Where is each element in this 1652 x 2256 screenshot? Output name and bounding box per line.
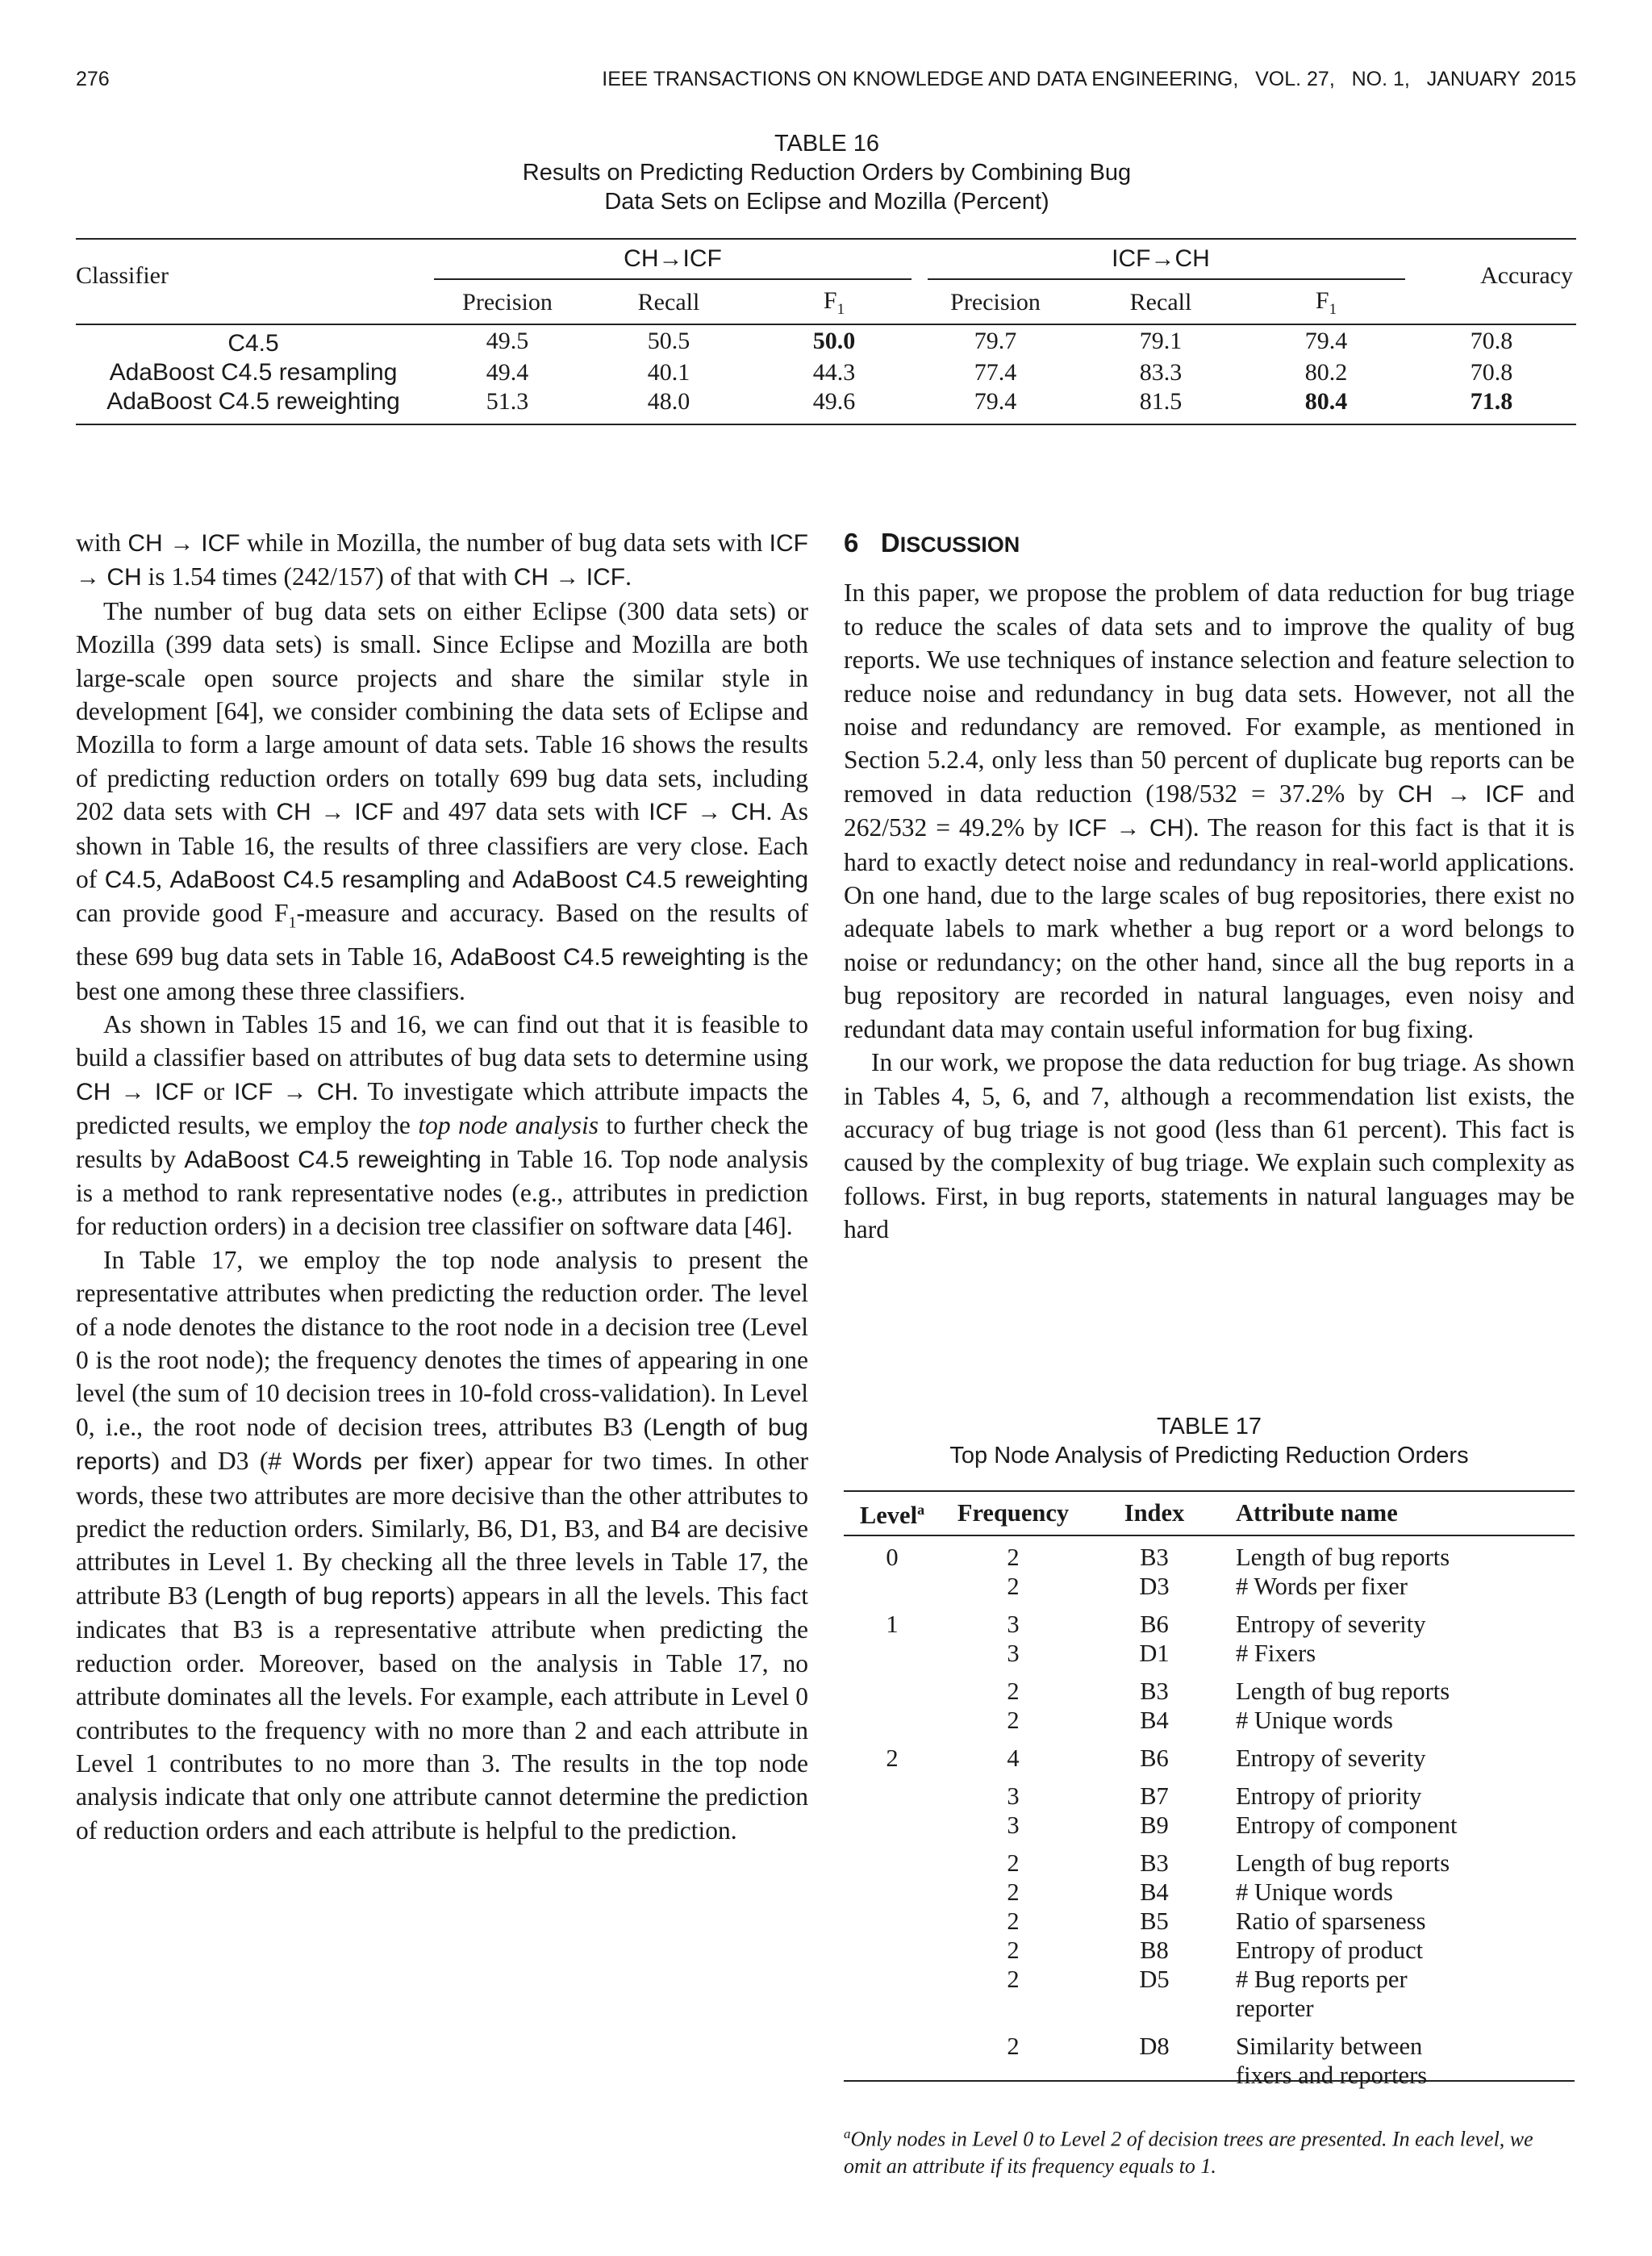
cell: B7 xyxy=(1140,1782,1169,1810)
paragraph: In this paper, we propose the problem of data reduction for bug triage to reduce the scales of data sets and to improve the quality of bug reports. We use techniques of instance selection and feature selection to reduce noise and redundancy in bug data sets. However, not all the noise and redundancy are removed. For example, as mentioned in Section 5.2.4, only less than 50 percent of duplicate bug reports can be removed in data reduction (198/532 = 37.2% by CH → ICF and 262/532 = 49.2% by ICF → CH). The reason for this fact is that it is hard to exactly detect noise and redundancy in real-world applications. On one hand, due to the large scales of bug repositories, there exist no adequate labels to mark whether a bug report or a word belongs to noise or redundancy; on the other hand, since all the bug reports in a bug repository are recorded in natural languages, even noisy and redundant data may contain useful information for bug fixing. xyxy=(844,579,1575,1043)
cell: 3 xyxy=(1007,1811,1020,1839)
running-head xyxy=(76,68,1576,100)
cell: 2 xyxy=(1007,1707,1020,1734)
cell: Entropy of priority xyxy=(1236,1782,1422,1810)
table-row xyxy=(844,1535,1575,1572)
table16-header-recall-1: Recall xyxy=(637,289,700,315)
cell: B8 xyxy=(1140,1936,1169,1964)
table16-header-f1-1: $F_1$ xyxy=(823,286,845,318)
cell: B4 xyxy=(1140,1878,1169,1906)
table-row xyxy=(844,1840,1575,1878)
cell: Entropy of component xyxy=(1236,1811,1458,1839)
cell: 49.6 xyxy=(812,388,856,415)
table-row xyxy=(844,1668,1575,1706)
cell: 44.3 xyxy=(812,359,856,386)
cell: 79.4 xyxy=(974,388,1017,415)
table16-header-recall-2: Recall xyxy=(1129,289,1192,315)
cell: 2 xyxy=(1007,1573,1020,1600)
cell: Ratio of sparseness xyxy=(1236,1907,1426,1935)
cell: 79.4 xyxy=(1304,328,1348,354)
table16-header-precision-1: Precision xyxy=(462,289,553,315)
cell: 2 xyxy=(886,1744,899,1772)
cell: 80.2 xyxy=(1304,359,1348,386)
cell: 3 xyxy=(1007,1782,1020,1810)
cell: 50.0 xyxy=(812,328,856,354)
cell: B6 xyxy=(1140,1611,1169,1638)
table16-header-group1: CH→ICF xyxy=(624,245,722,272)
cell: B5 xyxy=(1140,1907,1169,1935)
cell: 81.5 xyxy=(1139,388,1183,415)
cell xyxy=(844,1840,941,1878)
cell: 0 xyxy=(886,1544,899,1571)
cell: Entropy of product xyxy=(1236,1936,1424,1964)
cell: D1 xyxy=(1139,1640,1170,1667)
table-row xyxy=(76,324,1576,358)
cell: 2 xyxy=(1007,1907,1020,1935)
table17-header-level: Level$^a$ xyxy=(859,1502,925,1530)
cell: 80.4 xyxy=(1304,388,1348,415)
cell: 51.3 xyxy=(486,388,529,415)
classifier-name: AdaBoost C4.5 reweighting xyxy=(106,388,400,415)
cell: 49.5 xyxy=(486,328,529,354)
table17-header-index: Index xyxy=(1124,1499,1185,1527)
paragraph: In Table 17, we employ the top node analysis to present the representative attributes when predicting the reduction order. The level of a node denotes the distance to the root node in a decision tree (Level 0 is the root node); the frequency denotes the times of appearing in one level (the sum of 10 decision trees in 10-fold cross-validation). In Level 0, i.e., the root node of decision trees, attributes B3 (Length of bug reports) and D3 (# Words per fixer) appear for two times. In other words, these two attributes are more decisive than the other attributes to predict the reduction orders. Similarly, B6, D1, B3, and B4 are decisive attributes in Level 1. By checking all the three levels in Table 17, the attribute B3 (Length of bug reports) appears in all the levels. This fact indicates that B3 is a representative attribute when predicting the reduction order. Moreover, based on the analysis in Table 17, no attribute dominates all the levels. For example, each attribute in Level 0 contributes to the frequency with no more than 2 and each attribute in Level 1 contributes to no more than 3. The results in the top node analysis indicate that only one attribute cannot determine the prediction of reduction orders and each attribute is helpful to the prediction. xyxy=(76,1245,808,1844)
cell xyxy=(844,1811,941,1840)
cell: 2 xyxy=(1007,1966,1020,1993)
classifier-name: AdaBoost C4.5 resampling xyxy=(109,359,398,386)
table-row xyxy=(76,358,1576,387)
cell: B3 xyxy=(1140,1849,1169,1877)
cell: D5 xyxy=(1139,1966,1170,1993)
table16-header-accuracy: Accuracy xyxy=(1480,262,1573,289)
cell: 77.4 xyxy=(974,359,1017,386)
cell: 4 xyxy=(1007,1744,1020,1772)
cell: 2 xyxy=(1007,2032,1020,2060)
cell: 3 xyxy=(1007,1611,1020,1638)
table16-header-classifier: Classifier xyxy=(76,262,169,289)
cell: 2 xyxy=(1007,1878,1020,1906)
table16-header-f1-2: $F_1$ xyxy=(1315,286,1337,318)
cell: 49.4 xyxy=(486,359,529,386)
table16-bottom-rule xyxy=(76,424,1576,425)
cell: 71.8 xyxy=(1470,388,1513,415)
table16-caption-line2: Data Sets on Eclipse and Mozilla (Percent) xyxy=(604,189,1049,215)
cell: 2 xyxy=(1007,1544,1020,1571)
paragraph: The number of bug data sets on either Eclipse (300 data sets) or Mozilla (399 data sets) is small. Since Eclipse and Mozilla are both large-scale open source projects and share the similar style in development [64], we consider combining the data sets of Eclipse and Mozilla to form a large amount of data sets. Table 16 shows the results of predicting reduction orders on totally 699 bug data sets, including 202 data sets with CH → ICF and 497 data sets with ICF → CH. As shown in Table 16, the results of three classifiers are very close. Each of C4.5, AdaBoost C4.5 resampling and AdaBoost C4.5 reweighting can provide good $F_1$-measure and accuracy. Based on the results of these 699 bug data sets in Table 16, AdaBoost C4.5 reweighting is the best one among these three classifiers. xyxy=(76,596,809,1005)
paragraph: with CH → ICF while in Mozilla, the number of bug data sets with ICF → CH is 1.54 times (242/157) of that with CH → ICF. xyxy=(76,528,808,591)
cell: 79.7 xyxy=(974,328,1017,354)
cell: B6 xyxy=(1140,1744,1169,1772)
table-row xyxy=(844,1811,1575,1840)
cell: Similarity between fixers and reporters xyxy=(1236,2032,1428,2089)
right-column xyxy=(844,526,1575,1247)
cell: # Fixers xyxy=(1236,1640,1316,1667)
cell: 70.8 xyxy=(1470,328,1513,354)
table17-footnote: $^a$Only nodes in Level 0 to Level 2 of decision trees are presented. In each level, we omit an attribute if its frequency equals to 1. xyxy=(844,2126,1533,2178)
cell: 79.1 xyxy=(1139,328,1183,354)
cell: 3 xyxy=(1007,1640,1020,1667)
cell: 1 xyxy=(886,1611,899,1638)
cell: B9 xyxy=(1140,1811,1169,1839)
table-row xyxy=(76,387,1576,416)
cell: # Unique words xyxy=(1236,1878,1393,1906)
cell: Entropy of severity xyxy=(1236,1611,1426,1638)
table-row xyxy=(844,1936,1575,1965)
cell: D8 xyxy=(1139,2032,1170,2060)
table-row xyxy=(844,1706,1575,1735)
cell: 2 xyxy=(1007,1936,1020,1964)
cell xyxy=(844,1572,941,1601)
cell: Length of bug reports xyxy=(1236,1849,1450,1877)
cell xyxy=(844,1878,941,1907)
cell xyxy=(844,1907,941,1936)
paragraph: In our work, we propose the data reduction for bug triage. As shown in Tables 4, 5, 6, and 7, although a recommendation list exists, the accuracy of bug triage is not good (less than 61 percent). This fact is caused by the complexity of bug triage. We explain such complexity as follows. First, in bug reports, statements in natural languages may be hard xyxy=(844,1048,1575,1244)
cell: # Unique words xyxy=(1236,1707,1393,1734)
page-number: 276 xyxy=(76,68,110,90)
cell: 40.1 xyxy=(647,359,690,386)
section-heading: 6 DISCUSSION xyxy=(844,528,1020,558)
journal-info: IEEE TRANSACTIONS ON KNOWLEDGE AND DATA ENGINEERING, VOL. 27, NO. 1, JANUARY 2015 xyxy=(602,68,1576,90)
table16-caption-line1: Results on Predicting Reduction Orders by Combining Bug xyxy=(522,160,1132,186)
cell: Length of bug reports xyxy=(1236,1544,1450,1571)
cell xyxy=(844,2023,941,2090)
paragraph: As shown in Tables 15 and 16, we can find out that it is feasible to build a classifier based on attributes of bug data sets to determine using CH → ICF or ICF → CH. To investigate which attribute impacts the predicted results, we employ the top node analysis to further check the results by AdaBoost C4.5 reweighting in Table 16. Top node analysis is a method to rank representative nodes (e.g., attributes in prediction for reduction orders) in a decision tree classifier on software data [46]. xyxy=(76,1009,809,1241)
table-row xyxy=(844,1601,1575,1639)
cell: 2 xyxy=(1007,1849,1020,1877)
table-row xyxy=(844,1735,1575,1773)
table-row xyxy=(844,1773,1575,1811)
cell: 2 xyxy=(1007,1677,1020,1705)
cell xyxy=(844,1706,941,1735)
cell xyxy=(844,1965,941,2023)
cell: Length of bug reports xyxy=(1236,1677,1450,1705)
table-row xyxy=(844,1965,1575,2023)
cell: 48.0 xyxy=(647,388,690,415)
cell xyxy=(844,1639,941,1668)
cell: D3 xyxy=(1139,1573,1170,1600)
table16-label: TABLE 16 xyxy=(774,131,880,157)
table17-caption-text: Top Node Analysis of Predicting Reduction Orders xyxy=(949,1443,1469,1468)
cell: Entropy of severity xyxy=(1236,1744,1426,1772)
table16-caption xyxy=(355,129,1299,216)
table-row xyxy=(844,1878,1575,1907)
table17-label: TABLE 17 xyxy=(1156,1414,1262,1439)
table16-header-precision-2: Precision xyxy=(950,289,1041,315)
table17-header-attribute: Attribute name xyxy=(1236,1499,1398,1527)
table17-caption xyxy=(844,1412,1575,1470)
table16-header-group2: ICF→CH xyxy=(1112,245,1210,272)
cell: # Words per fixer xyxy=(1236,1573,1408,1600)
cell xyxy=(844,1773,941,1811)
cell: 83.3 xyxy=(1139,359,1183,386)
cell: B4 xyxy=(1140,1707,1169,1734)
cell xyxy=(844,1936,941,1965)
table17 xyxy=(844,1491,1575,2090)
left-column xyxy=(76,526,808,1847)
table-row xyxy=(844,1572,1575,1601)
cell: # Bug reports per reporter xyxy=(1236,1966,1408,2022)
classifier-name: C4.5 xyxy=(227,330,279,357)
table17-header-frequency: Frequency xyxy=(957,1499,1070,1527)
table-row xyxy=(844,2023,1575,2090)
table-row xyxy=(844,1639,1575,1668)
cell: B3 xyxy=(1140,1544,1169,1571)
table-row xyxy=(844,1907,1575,1936)
cell: B3 xyxy=(1140,1677,1169,1705)
table16 xyxy=(76,239,1576,416)
cell: 70.8 xyxy=(1470,359,1513,386)
cell: 50.5 xyxy=(647,328,690,354)
cell xyxy=(844,1668,941,1706)
